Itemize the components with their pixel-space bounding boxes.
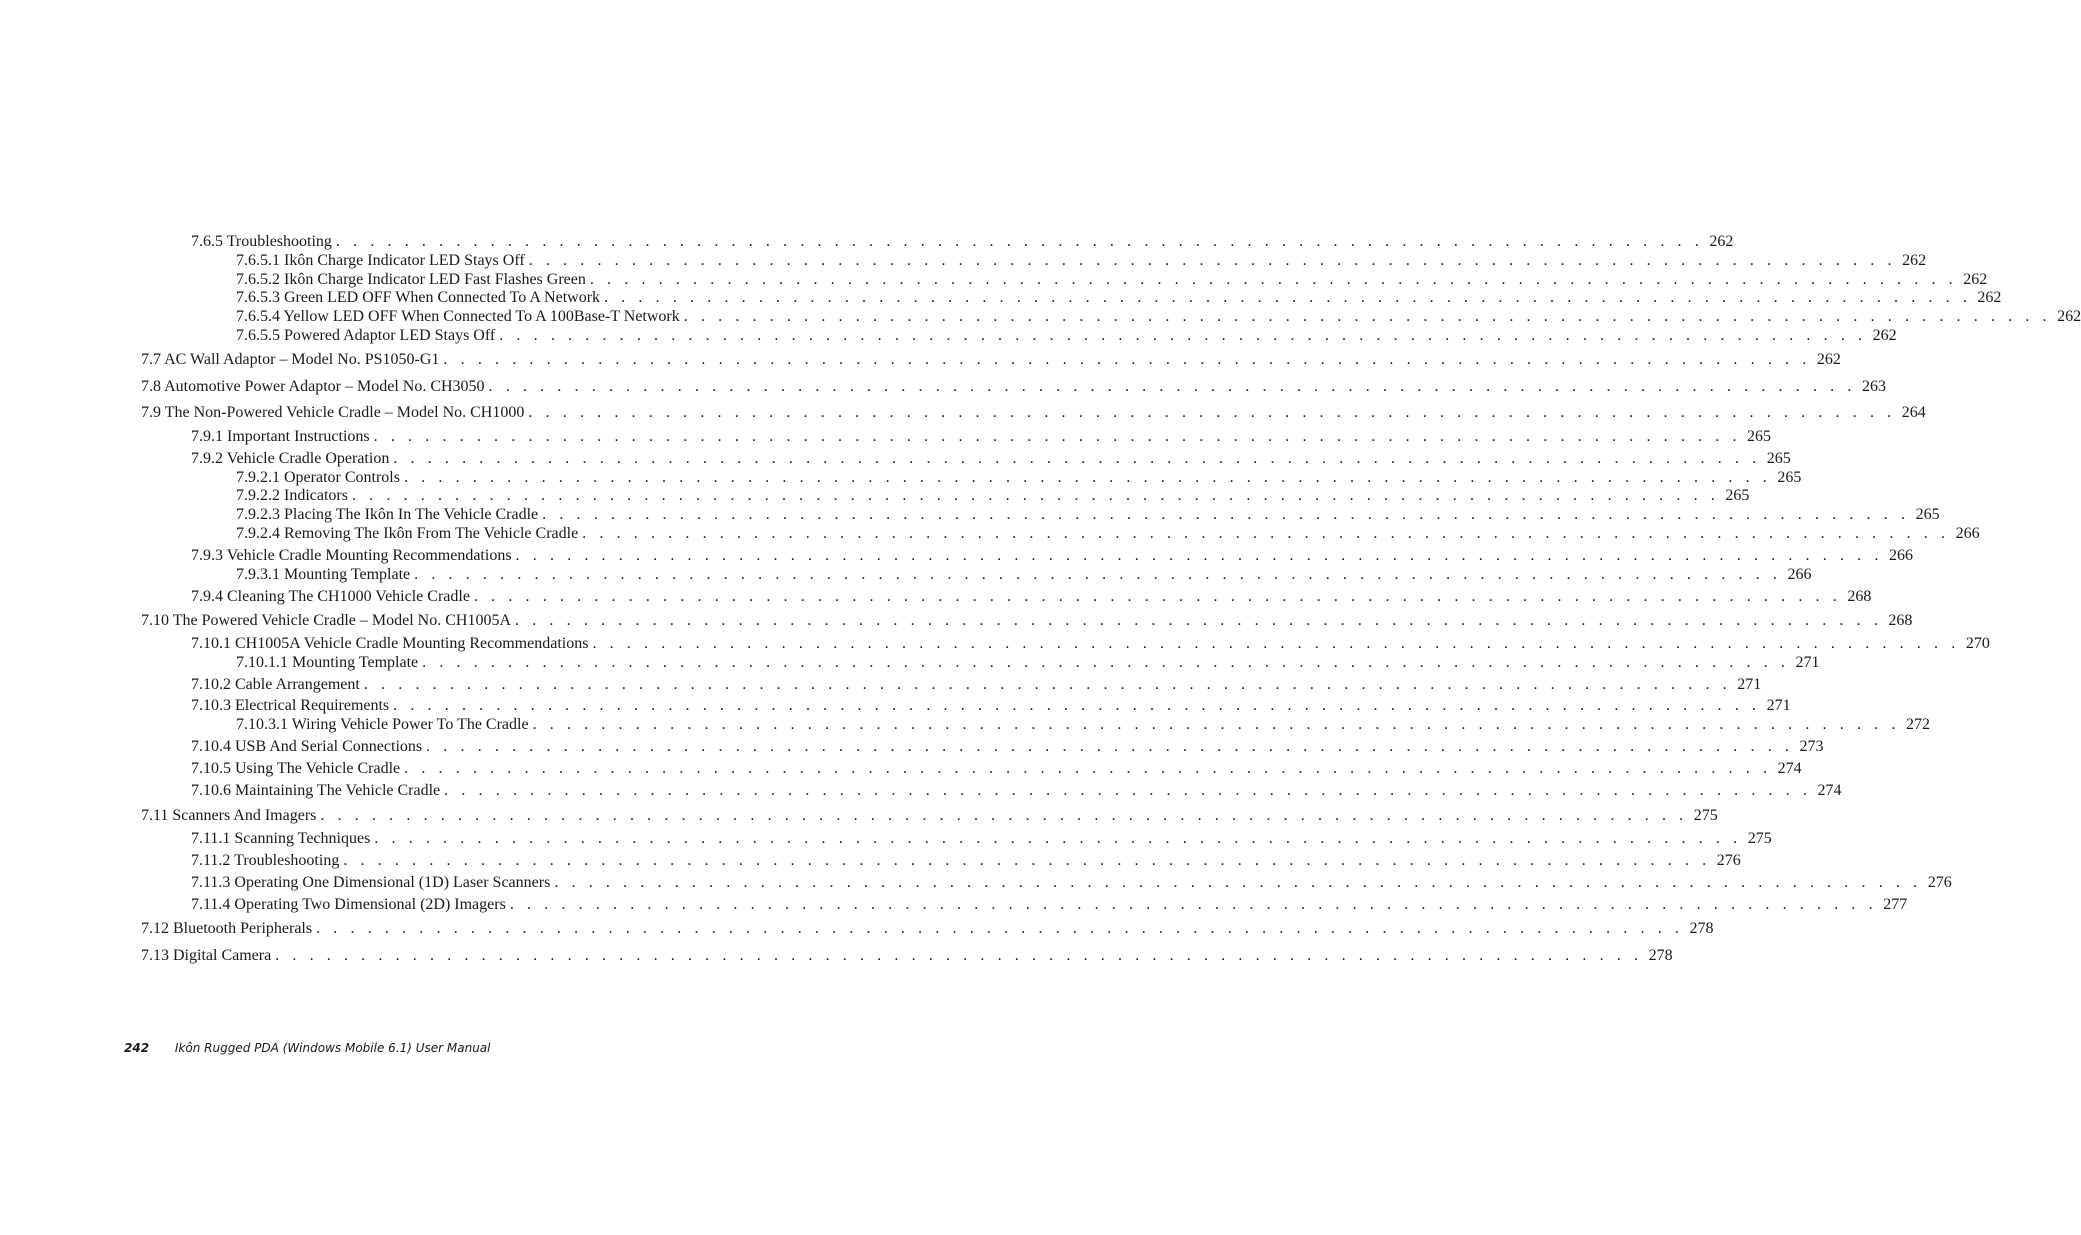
toc-entry bbox=[141, 611, 1913, 631]
toc-entry bbox=[141, 377, 1886, 397]
dot-leader: . . . . . . . . . . . . . . . . . . . . . . . . . . . . . . . . . . . . . . . . . . . . . . . . . . . . . . . . . . . . . . . . . . . . . . . . . . . . . . . . bbox=[374, 830, 1742, 847]
toc-entry-page: 262 bbox=[1902, 252, 1927, 269]
toc-entry-page: 263 bbox=[1861, 378, 1886, 395]
toc-entry-title: 7.8 Automotive Power Adaptor – Model No. CH3050 bbox=[141, 378, 485, 395]
toc-entry-title: 7.7 AC Wall Adaptor – Model No. PS1050-G1 bbox=[141, 351, 440, 368]
toc-entry-page: 275 bbox=[1747, 830, 1772, 847]
toc-entry bbox=[191, 895, 1908, 915]
toc-entry bbox=[191, 546, 1913, 566]
toc-entry-page: 271 bbox=[1766, 697, 1791, 714]
dot-leader: . . . . . . . . . . . . . . . . . . . . . . . . . . . . . . . . . . . . . . . . . . . . . . . . . . . . . . . . . . . . . . . . . . . . . . . . . . . . . . . . bbox=[683, 308, 2052, 325]
dot-leader: . . . . . . . . . . . . . . . . . . . . . . . . . . . . . . . . . . . . . . . . . . . . . . . . . . . . . . . . . . . . . . . . . . . . . . . . . . . . . . . . bbox=[393, 697, 1761, 714]
toc-entry-page: 266 bbox=[1787, 566, 1812, 583]
toc-entry-title: 7.10.5 Using The Vehicle Cradle bbox=[191, 760, 401, 777]
dot-leader: . . . . . . . . . . . . . . . . . . . . . . . . . . . . . . . . . . . . . . . . . . . . . . . . . . . . . . . . . . . . . . . . . . . . . . . . . . . . . . . . bbox=[422, 654, 1790, 671]
toc-entry-title: 7.10.3 Electrical Requirements bbox=[191, 697, 390, 714]
toc-entry bbox=[191, 427, 1772, 447]
dot-leader: . . . . . . . . . . . . . . . . . . . . . . . . . . . . . . . . . . . . . . . . . . . . . . . . . . . . . . . . . . . . . . . . . . . . . . . . . . . . . . . . bbox=[393, 450, 1761, 467]
toc-entry-page: 262 bbox=[1816, 351, 1841, 368]
toc-entry bbox=[236, 565, 1812, 585]
toc-entry bbox=[236, 524, 1980, 544]
dot-leader: . . . . . . . . . . . . . . . . . . . . . . . . . . . . . . . . . . . . . . . . . . . . . . . . . . . . . . . . . . . . . . . . . . . . . . . . . . . . . . . . bbox=[373, 428, 1742, 445]
toc-entry-page: 266 bbox=[1955, 525, 1980, 542]
toc-entry-title: 7.6.5.3 Green LED OFF When Connected To A Network bbox=[236, 289, 601, 306]
toc-entry-title: 7.10.1 CH1005A Vehicle Cradle Mounting Recommendations bbox=[191, 635, 589, 652]
toc-entry bbox=[191, 781, 1842, 801]
toc-entry bbox=[191, 829, 1772, 849]
toc-entry-title: 7.10.6 Maintaining The Vehicle Cradle bbox=[191, 782, 441, 799]
toc-entry-title: 7.9.3 Vehicle Cradle Mounting Recommendations bbox=[191, 547, 512, 564]
dot-leader: . . . . . . . . . . . . . . . . . . . . . . . . . . . . . . . . . . . . . . . . . . . . . . . . . . . . . . . . . . . . . . . . . . . . . . . . . . . . . . . . bbox=[426, 738, 1794, 755]
toc-entry-page: 264 bbox=[1901, 404, 1926, 421]
toc-entry bbox=[141, 350, 1841, 370]
toc-entry bbox=[141, 946, 1673, 966]
toc-entry-page: 268 bbox=[1847, 588, 1872, 605]
toc-entry-title: 7.11.3 Operating One Dimensional (1D) Laser Scanners bbox=[191, 874, 551, 891]
toc-entry bbox=[236, 326, 1897, 346]
toc-entry-title: 7.10.4 USB And Serial Connections bbox=[191, 738, 423, 755]
toc-entry bbox=[191, 634, 1990, 654]
toc-entry bbox=[236, 505, 1940, 525]
toc-entry-page: 265 bbox=[1777, 469, 1802, 486]
dot-leader: . . . . . . . . . . . . . . . . . . . . . . . . . . . . . . . . . . . . . . . . . . . . . . . . . . . . . . . . . . . . . . . . . . . . . . . . . . . . . . . . bbox=[473, 588, 1842, 605]
dot-leader: . . . . . . . . . . . . . . . . . . . . . . . . . . . . . . . . . . . . . . . . . . . . . . . . . . . . . . . . . . . . . . . . . . . . . . . . . . . . . . . . bbox=[443, 351, 1811, 368]
toc-entry-title: 7.6.5.4 Yellow LED OFF When Connected To A 100Base-T Network bbox=[236, 308, 680, 325]
toc-entry-title: 7.9.2.4 Removing The Ikôn From The Vehicle Cradle bbox=[236, 525, 579, 542]
toc-entry-page: 271 bbox=[1737, 676, 1762, 693]
dot-leader: . . . . . . . . . . . . . . . . . . . . . . . . . . . . . . . . . . . . . . . . . . . . . . . . . . . . . . . . . . . . . . . . . . . . . . . . . . . . . . . . bbox=[404, 760, 1772, 777]
toc-entry-title: 7.10.1.1 Mounting Template bbox=[236, 654, 419, 671]
dot-leader: . . . . . . . . . . . . . . . . . . . . . . . . . . . . . . . . . . . . . . . . . . . . . . . . . . . . . . . . . . . . . . . . . . . . . . . . . . . . . . . . bbox=[528, 404, 1896, 421]
toc-entry-title: 7.11.4 Operating Two Dimensional (2D) Imagers bbox=[191, 896, 506, 913]
toc-entry-page: 265 bbox=[1766, 450, 1791, 467]
dot-leader: . . . . . . . . . . . . . . . . . . . . . . . . . . . . . . . . . . . . . . . . . . . . . . . . . . . . . . . . . . . . . . . . . . . . . . . . . . . . . . . . bbox=[275, 947, 1643, 964]
toc-entry bbox=[141, 806, 1718, 826]
toc-entry-title: 7.9.4 Cleaning The CH1000 Vehicle Cradle bbox=[191, 588, 470, 605]
toc-entry bbox=[191, 873, 1952, 893]
toc-entry-page: 262 bbox=[1963, 271, 1988, 288]
toc-entry bbox=[191, 759, 1802, 779]
footer-page-number: 242 bbox=[124, 1041, 150, 1055]
toc-entry bbox=[236, 468, 1802, 488]
toc-entry-page: 270 bbox=[1965, 635, 1990, 652]
dot-leader: . . . . . . . . . . . . . . . . . . . . . . . . . . . . . . . . . . . . . . . . . . . . . . . . . . . . . . . . . . . . . . . . . . . . . . . . . . . . . . . . bbox=[582, 525, 1950, 542]
footer-manual-title: Ikôn Rugged PDA (Windows Mobile 6.1) User Manual bbox=[174, 1041, 491, 1055]
toc-entry bbox=[191, 696, 1791, 716]
dot-leader: . . . . . . . . . . . . . . . . . . . . . . . . . . . . . . . . . . . . . . . . . . . . . . . . . . . . . . . . . . . . . . . . . . . . . . . . . . . . . . . . bbox=[414, 566, 1782, 583]
toc-entry-title: 7.10.2 Cable Arrangement bbox=[191, 676, 360, 693]
toc-entry-page: 262 bbox=[1977, 289, 2002, 306]
dot-leader: . . . . . . . . . . . . . . . . . . . . . . . . . . . . . . . . . . . . . . . . . . . . . . . . . . . . . . . . . . . . . . . . . . . . . . . . . . . . . . . . bbox=[343, 852, 1711, 869]
toc-entry-page: 266 bbox=[1888, 547, 1913, 564]
toc-entry bbox=[191, 232, 1734, 252]
toc-entry-title: 7.6.5.2 Ikôn Charge Indicator LED Fast Flashes Green bbox=[236, 271, 586, 288]
toc-entry bbox=[236, 486, 1750, 506]
toc-entry-page: 262 bbox=[2057, 308, 2081, 325]
toc-entry-title: 7.10.3.1 Wiring Vehicle Power To The Cradle bbox=[236, 716, 529, 733]
toc-entry-page: 262 bbox=[1709, 233, 1734, 250]
dot-leader: . . . . . . . . . . . . . . . . . . . . . . . . . . . . . . . . . . . . . . . . . . . . . . . . . . . . . . . . . . . . . . . . . . . . . . . . . . . . . . . . bbox=[488, 378, 1856, 395]
toc-entry-title: 7.9.1 Important Instructions bbox=[191, 428, 370, 445]
toc-entry-title: 7.9.2.3 Placing The Ikôn In The Vehicle Cradle bbox=[236, 506, 539, 523]
toc-entry-page: 274 bbox=[1817, 782, 1842, 799]
toc-entry-page: 262 bbox=[1872, 327, 1897, 344]
dot-leader: . . . . . . . . . . . . . . . . . . . . . . . . . . . . . . . . . . . . . . . . . . . . . . . . . . . . . . . . . . . . . . . . . . . . . . . . . . . . . . . . bbox=[351, 487, 1720, 504]
toc-entry-title: 7.11.1 Scanning Techniques bbox=[191, 830, 371, 847]
toc-entry-page: 271 bbox=[1795, 654, 1820, 671]
toc-entry-page: 265 bbox=[1915, 506, 1940, 523]
toc-entry-page: 265 bbox=[1747, 428, 1772, 445]
toc-entry-page: 278 bbox=[1689, 920, 1714, 937]
dot-leader: . . . . . . . . . . . . . . . . . . . . . . . . . . . . . . . . . . . . . . . . . . . . . . . . . . . . . . . . . . . . . . . . . . . . . . . . . . . . . . . . bbox=[509, 896, 1878, 913]
toc-entry bbox=[236, 715, 1930, 735]
toc-entry-page: 275 bbox=[1693, 807, 1718, 824]
dot-leader: . . . . . . . . . . . . . . . . . . . . . . . . . . . . . . . . . . . . . . . . . . . . . . . . . . . . . . . . . . . . . . . . . . . . . . . . . . . . . . . . bbox=[316, 920, 1684, 937]
dot-leader: . . . . . . . . . . . . . . . . . . . . . . . . . . . . . . . . . . . . . . . . . . . . . . . . . . . . . . . . . . . . . . . . . . . . . . . . . . . . . . . . bbox=[335, 233, 1704, 250]
toc-entry-title: 7.11 Scanners And Imagers bbox=[141, 807, 317, 824]
toc-entry bbox=[236, 251, 1927, 271]
toc-entry-page: 276 bbox=[1927, 874, 1952, 891]
dot-leader: . . . . . . . . . . . . . . . . . . . . . . . . . . . . . . . . . . . . . . . . . . . . . . . . . . . . . . . . . . . . . . . . . . . . . . . . . . . . . . . . bbox=[363, 676, 1732, 693]
dot-leader: . . . . . . . . . . . . . . . . . . . . . . . . . . . . . . . . . . . . . . . . . . . . . . . . . . . . . . . . . . . . . . . . . . . . . . . . . . . . . . . . bbox=[532, 716, 1900, 733]
toc-entry-title: 7.6.5.5 Powered Adaptor LED Stays Off bbox=[236, 327, 496, 344]
toc-entry-page: 274 bbox=[1777, 760, 1802, 777]
toc-entry bbox=[236, 270, 1988, 290]
dot-leader: . . . . . . . . . . . . . . . . . . . . . . . . . . . . . . . . . . . . . . . . . . . . . . . . . . . . . . . . . . . . . . . . . . . . . . . . . . . . . . . . bbox=[542, 506, 1910, 523]
toc-entry-title: 7.9.2.2 Indicators bbox=[236, 487, 348, 504]
toc-entry bbox=[236, 653, 1820, 673]
dot-leader: . . . . . . . . . . . . . . . . . . . . . . . . . . . . . . . . . . . . . . . . . . . . . . . . . . . . . . . . . . . . . . . . . . . . . . . . . . . . . . . . bbox=[515, 612, 1883, 629]
toc-entry-title: 7.6.5.1 Ikôn Charge Indicator LED Stays Off bbox=[236, 252, 525, 269]
dot-leader: . . . . . . . . . . . . . . . . . . . . . . . . . . . . . . . . . . . . . . . . . . . . . . . . . . . . . . . . . . . . . . . . . . . . . . . . . . . . . . . . bbox=[592, 635, 1960, 652]
toc-entry-title: 7.6.5 Troubleshooting bbox=[191, 233, 332, 250]
toc-entry-page: 273 bbox=[1799, 738, 1824, 755]
toc-entry bbox=[236, 307, 2081, 327]
toc-entry-page: 277 bbox=[1883, 896, 1908, 913]
toc-entry-title: 7.10 The Powered Vehicle Cradle – Model No. CH1005A bbox=[141, 612, 512, 629]
toc-entry-title: 7.9.3.1 Mounting Template bbox=[236, 566, 411, 583]
toc-entry-title: 7.12 Bluetooth Peripherals bbox=[141, 920, 313, 937]
toc-entry bbox=[191, 587, 1872, 607]
toc-entry-title: 7.9.2 Vehicle Cradle Operation bbox=[191, 450, 390, 467]
dot-leader: . . . . . . . . . . . . . . . . . . . . . . . . . . . . . . . . . . . . . . . . . . . . . . . . . . . . . . . . . . . . . . . . . . . . . . . . . . . . . . . . bbox=[499, 327, 1867, 344]
toc-entry-page: 278 bbox=[1648, 947, 1673, 964]
dot-leader: . . . . . . . . . . . . . . . . . . . . . . . . . . . . . . . . . . . . . . . . . . . . . . . . . . . . . . . . . . . . . . . . . . . . . . . . . . . . . . . . bbox=[528, 252, 1897, 269]
toc-entry bbox=[141, 919, 1714, 939]
page-footer bbox=[124, 1041, 491, 1059]
toc-entry bbox=[141, 403, 1926, 423]
dot-leader: . . . . . . . . . . . . . . . . . . . . . . . . . . . . . . . . . . . . . . . . . . . . . . . . . . . . . . . . . . . . . . . . . . . . . . . . . . . . . . . . bbox=[554, 874, 1922, 891]
toc-entry-title: 7.9 The Non-Powered Vehicle Cradle – Model No. CH1000 bbox=[141, 404, 525, 421]
dot-leader: . . . . . . . . . . . . . . . . . . . . . . . . . . . . . . . . . . . . . . . . . . . . . . . . . . . . . . . . . . . . . . . . . . . . . . . . . . . . . . . . bbox=[320, 807, 1688, 824]
dot-leader: . . . . . . . . . . . . . . . . . . . . . . . . . . . . . . . . . . . . . . . . . . . . . . . . . . . . . . . . . . . . . . . . . . . . . . . . . . . . . . . . bbox=[403, 469, 1772, 486]
toc-entry-page: 276 bbox=[1716, 852, 1741, 869]
toc-entry-page: 272 bbox=[1905, 716, 1930, 733]
toc-entry-page: 268 bbox=[1888, 612, 1913, 629]
toc-entry-title: 7.13 Digital Camera bbox=[141, 947, 272, 964]
toc-entry-page: 265 bbox=[1725, 487, 1750, 504]
dot-leader: . . . . . . . . . . . . . . . . . . . . . . . . . . . . . . . . . . . . . . . . . . . . . . . . . . . . . . . . . . . . . . . . . . . . . . . . . . . . . . . . bbox=[515, 547, 1883, 564]
toc-entry bbox=[191, 851, 1741, 871]
dot-leader: . . . . . . . . . . . . . . . . . . . . . . . . . . . . . . . . . . . . . . . . . . . . . . . . . . . . . . . . . . . . . . . . . . . . . . . . . . . . . . . . bbox=[444, 782, 1812, 799]
dot-leader: . . . . . . . . . . . . . . . . . . . . . . . . . . . . . . . . . . . . . . . . . . . . . . . . . . . . . . . . . . . . . . . . . . . . . . . . . . . . . . . . bbox=[604, 289, 1972, 306]
dot-leader: . . . . . . . . . . . . . . . . . . . . . . . . . . . . . . . . . . . . . . . . . . . . . . . . . . . . . . . . . . . . . . . . . . . . . . . . . . . . . . . . bbox=[589, 271, 1958, 288]
toc-entry-title: 7.9.2.1 Operator Controls bbox=[236, 469, 400, 486]
toc-entry bbox=[191, 737, 1824, 757]
toc-entry bbox=[191, 449, 1791, 469]
toc-entry bbox=[236, 288, 2002, 308]
toc-entry-title: 7.11.2 Troubleshooting bbox=[191, 852, 340, 869]
toc-entry bbox=[191, 675, 1762, 695]
